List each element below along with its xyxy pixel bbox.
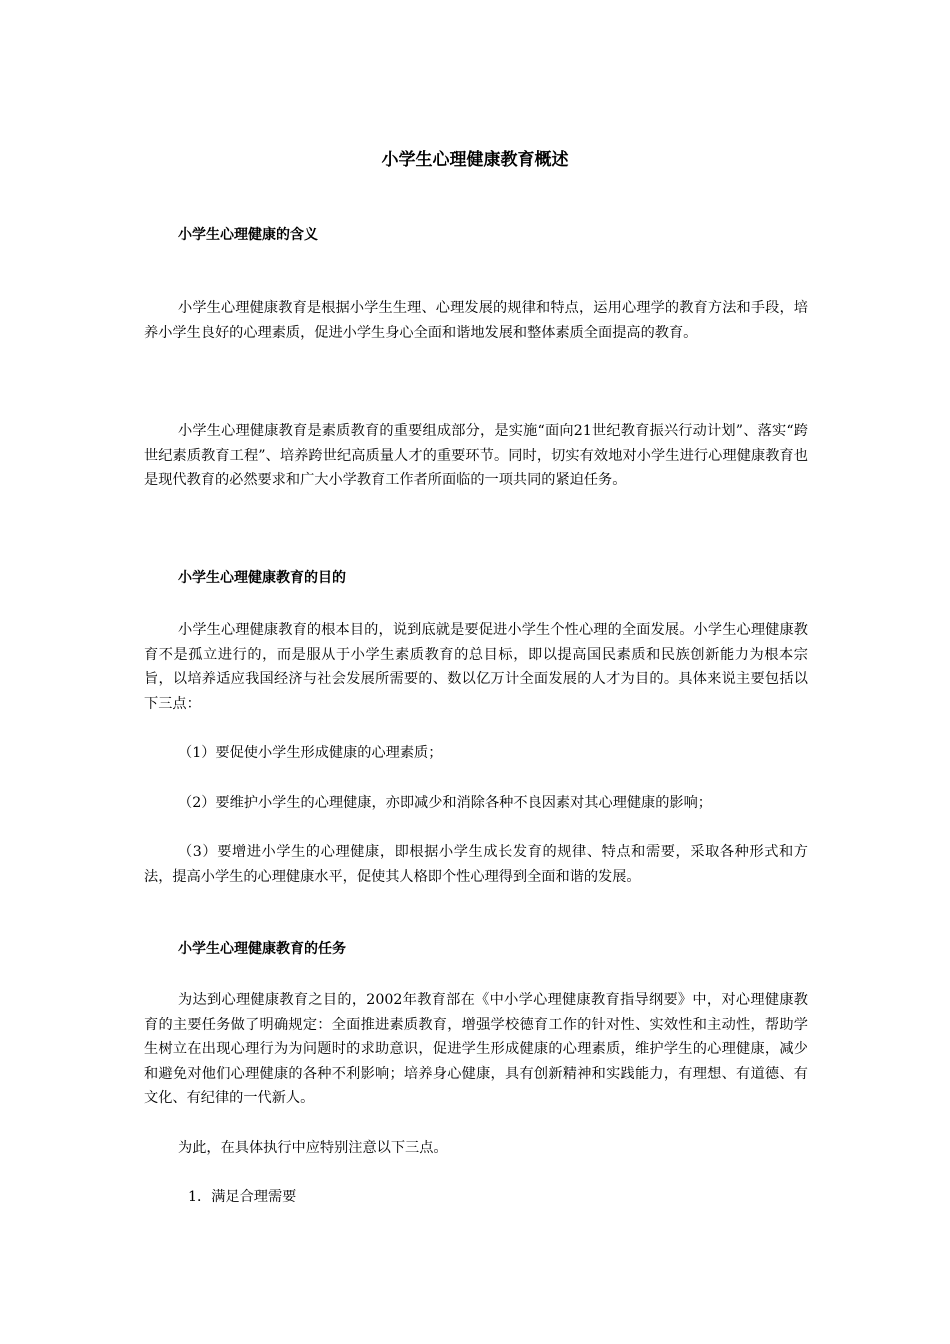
paragraph-notes-intro: 为此，在具体执行中应特别注意以下三点。 bbox=[178, 1140, 448, 1156]
paragraph-task: 为达到心理健康教育之目的，2002年教育部在《中小学心理健康教育指导纲要》中，对心理健康教育的主要任务做了明确规定：全面推进素质教育，增强学校德育工作的针对性、实效性和主动性，帮助学生树立在出现心理行为为问题时的求助意识，促进学生形成健康的心理素质，维护学生的心理健康，减少和避免对他们心理健康的各种不利影响；培养身心健康，具有创新精神和实践能力，有理想、有道德、有文化、有纪律的一代新人。 bbox=[144, 992, 808, 1106]
purpose-point-2: （2）要维护小学生的心理健康，亦即减少和消除各种不良因素对其心理健康的影响； bbox=[178, 795, 712, 811]
paragraph-definition: 小学生心理健康教育是根据小学生生理、心理发展的规律和特点，运用心理学的教育方法和手段，培养小学生良好的心理素质，促进小学生身心全面和谐地发展和整体素质全面提高的教育。 bbox=[144, 300, 808, 341]
paragraph-importance: 小学生心理健康教育是素质教育的重要组成部分，是实施“面向21世纪教育振兴行动计划”、落实“跨世纪素质教育工程”、培养跨世纪高质量人才的重要环节。同时，切实有效地对小学生进行心理健康教育也是现代教育的必然要求和广大小学教育工作者所面临的一项共同的紧迫任务。 bbox=[144, 423, 808, 488]
section-heading-task: 小学生心理健康教育的任务 bbox=[178, 941, 346, 957]
purpose-point-1: （1）要促使小学生形成健康的心理素质； bbox=[178, 745, 443, 761]
paragraph-purpose: 小学生心理健康教育的根本目的，说到底就是要促进小学生个性心理的全面发展。小学生心理健康教育不是孤立进行的，而是服从于小学生素质教育的总目标，即以提高国民素质和民族创新能力为根本宗旨，以培养适应我国经济与社会发展所需要的、数以亿万计全面发展的人才为目的。具体来说主要包括以下三点： bbox=[144, 622, 808, 712]
purpose-point-3: （3）要增进小学生的心理健康，即根据小学生成长发育的规律、特点和需要，采取各种形式和方法，提高小学生的心理健康水平，促使其人格即个性心理得到全面和谐的发展。 bbox=[144, 844, 808, 885]
list-item-1: 1．满足合理需要 bbox=[188, 1189, 297, 1205]
section-heading-purpose: 小学生心理健康教育的目的 bbox=[178, 570, 346, 586]
section-heading-meaning: 小学生心理健康的含义 bbox=[178, 227, 318, 243]
page-title: 小学生心理健康教育概述 bbox=[381, 150, 569, 170]
